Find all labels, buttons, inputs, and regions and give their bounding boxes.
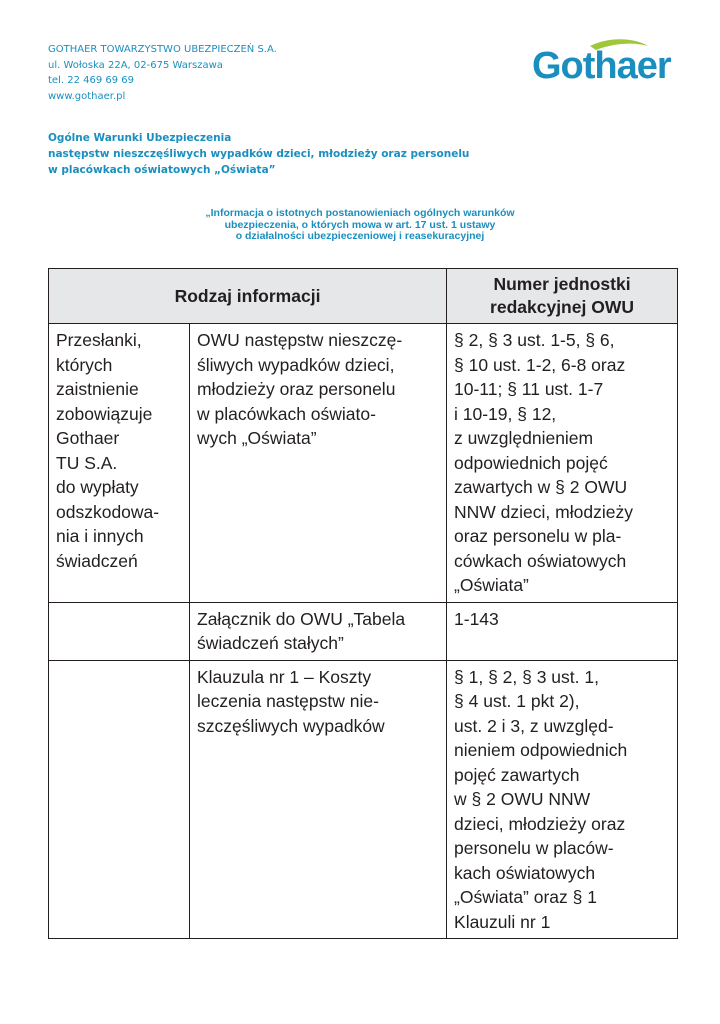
table-row (49, 324, 678, 603)
cell-units-line: Klauzuli nr 1 (454, 911, 551, 932)
cell-document (190, 660, 447, 939)
cell-category-line: TU S.A. (56, 452, 118, 473)
cell-document-line: szczęśliwych wypadków (197, 715, 385, 736)
cell-units-line: § 1, § 2, § 3 ust. 1, (454, 666, 599, 687)
company-address: ul. Wołoska 22A, 02-675 Warszawa (48, 59, 223, 71)
header-unit-number-line: redakcyjnej OWU (490, 297, 634, 317)
cell-units-line: § 10 ust. 1-2, 6-8 oraz (454, 354, 626, 375)
cell-units-line: odpowiednich pojęć (454, 452, 608, 473)
cell-units-line: zawartych w § 2 OWU (454, 477, 628, 497)
cell-category (49, 324, 190, 603)
cell-category-line: Gothaer (56, 428, 120, 448)
cell-category-line: których (56, 354, 113, 375)
cell-units (447, 660, 678, 939)
cell-category (49, 602, 190, 660)
company-name: GOTHAER TOWARZYSTWO UBEZPIECZEŃ S.A. (48, 44, 277, 55)
cell-units-line: nieniem odpowiednich (454, 740, 628, 760)
owu-title-line: następstw nieszczęśliwych wypadków dzieci, młodzieży oraz personelu (48, 148, 470, 160)
info-heading-line: o działalności ubezpieczeniowej i reasekuracyjnej (235, 230, 485, 242)
header-unit-number-line: Numer jednostki (493, 274, 631, 294)
information-table (48, 268, 678, 939)
cell-units-line: ust. 2 i 3, z uwzględ- (454, 715, 614, 736)
cell-document-line: OWU następstw nieszczę- (197, 330, 403, 350)
cell-document (190, 602, 447, 660)
cell-units-line: dzieci, młodzieży oraz (454, 813, 626, 834)
owu-title-line: Ogólne Warunki Ubezpieczenia (48, 132, 232, 144)
cell-units-line: w § 2 OWU NNW (454, 789, 591, 809)
cell-units-line: pojęć zawartych (454, 764, 580, 785)
info-heading-line: „Informacja o istotnych postanowieniach ogólnych warunków (205, 207, 515, 219)
cell-category-line: nia i innych (56, 526, 144, 546)
cell-document-line: śliwych wypadków dzieci, (197, 354, 395, 375)
gothaer-logo (530, 34, 680, 94)
cell-category (49, 660, 190, 939)
cell-category-line: świadczeń (56, 550, 138, 571)
logo-text: Gothaer (532, 45, 671, 87)
cell-units-line: z uwzględnieniem (454, 428, 594, 448)
owu-title-line: w placówkach oświatowych „Oświata” (48, 164, 276, 176)
company-website: www.gothaer.pl (48, 90, 126, 102)
cell-units-line: 10-11; § 11 ust. 1-7 (454, 379, 604, 399)
cell-document-line: Załącznik do OWU „Tabela (197, 608, 406, 629)
table-row (49, 602, 678, 660)
cell-units-line: personelu w placów- (454, 838, 614, 858)
cell-units-line: 1-143 (454, 608, 499, 629)
cell-document (190, 324, 447, 603)
cell-units-line: § 4 ust. 1 pkt 2), (454, 691, 580, 711)
cell-category-line: zobowiązuje (56, 403, 153, 424)
company-info (48, 42, 388, 104)
cell-units-line: NNW dzieci, młodzieży (454, 501, 633, 522)
company-phone: tel. 22 469 69 69 (48, 75, 135, 86)
cell-document-line: młodzieży oraz personelu (197, 379, 396, 399)
header-unit-number (447, 269, 678, 324)
cell-units-line: „Oświata” oraz § 1 (454, 887, 597, 907)
cell-document-line: leczenia następstw nie- (197, 691, 379, 711)
header-info-type: Rodzaj informacji (49, 269, 447, 324)
cell-units-line: cówkach oświatowych (454, 550, 627, 571)
table-row (49, 660, 678, 939)
cell-category-line: zaistnienie (56, 379, 139, 399)
cell-units-line: kach oświatowych (454, 862, 596, 883)
cell-category-line: odszkodowa- (56, 501, 160, 522)
cell-document-line: świadczeń stałych” (197, 633, 344, 653)
info-heading (110, 208, 610, 243)
cell-units-line: „Oświata” (454, 575, 529, 595)
cell-units-line: oraz personelu w pla- (454, 526, 622, 546)
table-header-row (49, 269, 678, 324)
cell-category-line: Przesłanki, (56, 330, 142, 350)
cell-document-line: w placówkach oświato- (197, 403, 376, 424)
cell-units (447, 602, 678, 660)
cell-units-line: i 10-19, § 12, (454, 403, 557, 424)
cell-units (447, 324, 678, 603)
owu-title (48, 130, 568, 178)
cell-category-line: do wypłaty (56, 477, 139, 497)
cell-units-line: § 2, § 3 ust. 1-5, § 6, (454, 330, 615, 350)
cell-document-line: Klauzula nr 1 – Koszty (197, 666, 372, 687)
info-heading-line: ubezpieczenia, o których mowa w art. 17 ust. 1 ustawy (224, 218, 496, 231)
cell-document-line: wych „Oświata” (197, 428, 317, 448)
